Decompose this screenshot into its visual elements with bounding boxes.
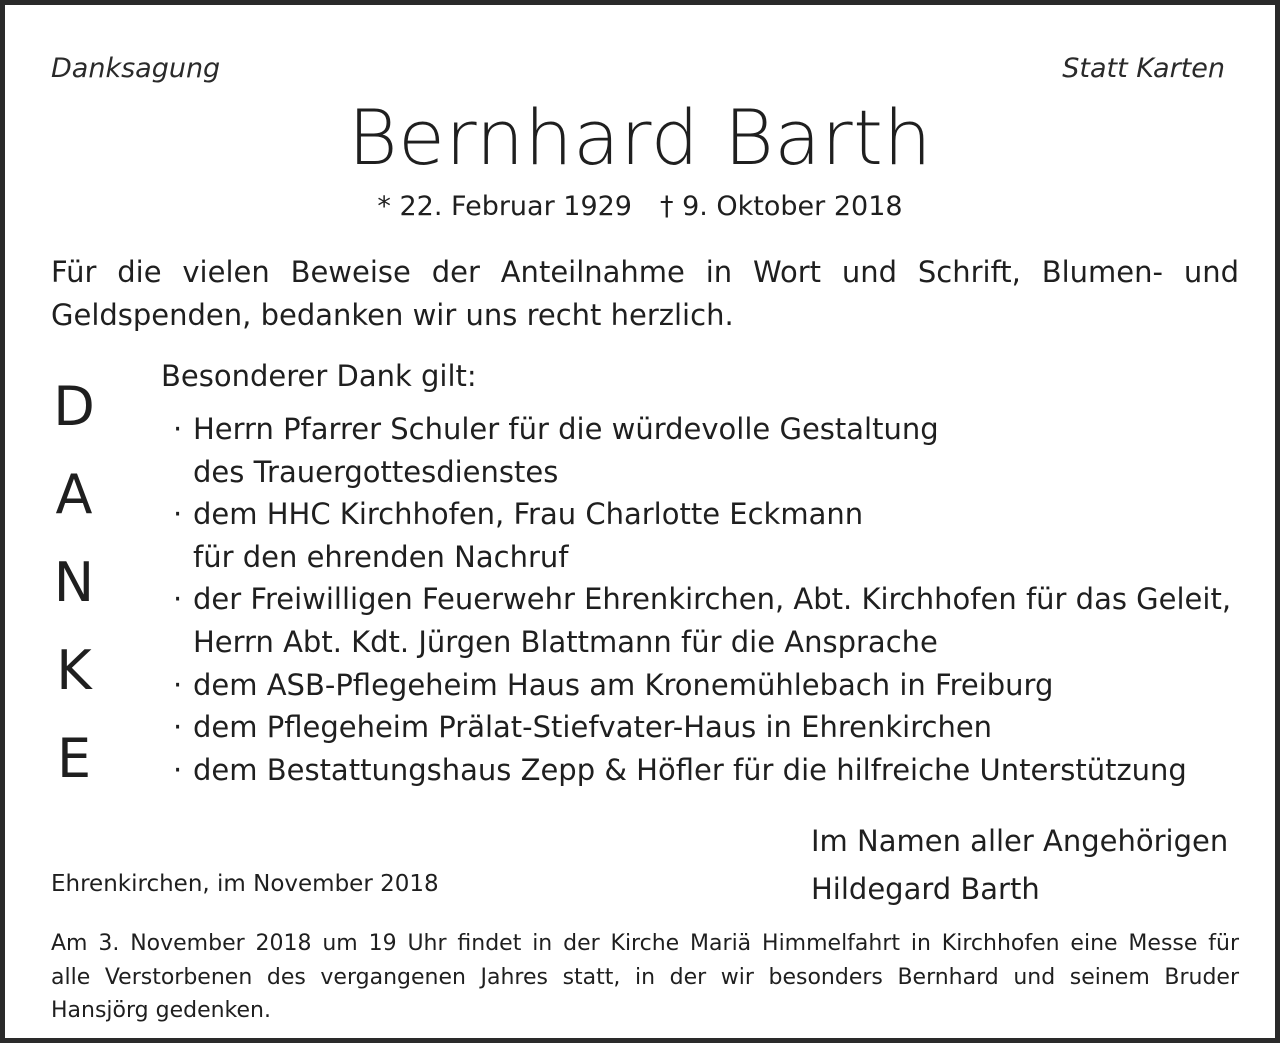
birth-date: * 22. Februar 1929 bbox=[377, 191, 632, 222]
signature-line-1: Im Namen aller Angehörigen bbox=[811, 824, 1229, 858]
bullet-dot: · bbox=[173, 752, 183, 787]
bullet-dot: · bbox=[173, 497, 183, 532]
intro-line-2: Geldspenden, bedanken wir uns recht herzlich. bbox=[51, 298, 734, 332]
intro-paragraph bbox=[51, 251, 1239, 337]
list-item-line: dem Pflegeheim Prälat-Stiefvater-Haus in Ehrenkirchen bbox=[193, 710, 993, 745]
deceased-name: Bernhard Barth bbox=[347, 93, 933, 182]
header-statt-karten: Statt Karten bbox=[1062, 53, 1225, 84]
mass-notice-line-2: alle Verstorbenen des vergangenen Jahres statt, in der wir besonders Bernhard und seinem Bruder bbox=[51, 964, 1239, 990]
list-item-line: der Freiwilligen Feuerwehr Ehrenkirchen, Abt. Kirchhofen für das Geleit, bbox=[193, 582, 1232, 617]
thanks-list bbox=[165, 408, 1231, 791]
list-item bbox=[165, 706, 1231, 749]
danke-vertical-word bbox=[49, 363, 99, 803]
danke-letter: D bbox=[53, 375, 95, 438]
bullet-dot: · bbox=[173, 710, 183, 745]
signature-block bbox=[811, 817, 1228, 913]
danke-letter: K bbox=[56, 639, 92, 702]
list-item bbox=[165, 408, 1231, 493]
mass-notice-line-1: Am 3. November 2018 um 19 Uhr findet in der Kirche Mariä Himmelfahrt in Kirchhofen eine Messe für bbox=[51, 931, 1239, 956]
list-item bbox=[165, 493, 1231, 578]
list-item-line: dem HHC Kirchhofen, Frau Charlotte Eckmann bbox=[193, 497, 864, 532]
list-item bbox=[165, 578, 1231, 663]
list-item bbox=[165, 749, 1231, 792]
danke-letter: E bbox=[56, 727, 92, 790]
header-danksagung: Danksagung bbox=[51, 53, 221, 84]
bullet-dot: · bbox=[173, 667, 183, 702]
list-item-line: des Trauergottesdienstes bbox=[193, 454, 559, 489]
list-item-line: für den ehrenden Nachruf bbox=[193, 539, 569, 574]
mass-notice bbox=[51, 927, 1239, 1028]
bullet-dot: · bbox=[173, 412, 183, 446]
mass-notice-line-3: Hansjörg gedenken. bbox=[51, 998, 271, 1023]
danke-letter: N bbox=[53, 551, 95, 614]
list-item bbox=[165, 664, 1231, 707]
place-and-date: Ehrenkirchen, im November 2018 bbox=[51, 871, 439, 897]
life-dates bbox=[5, 191, 1275, 222]
list-item-line: Herrn Abt. Kdt. Jürgen Blattmann für die Ansprache bbox=[193, 624, 938, 659]
intro-line-1: Für die vielen Beweise der Anteilnahme in Wort und Schrift, Blumen- und bbox=[51, 255, 1239, 289]
danke-letter: A bbox=[55, 463, 93, 526]
bullet-dot: · bbox=[173, 582, 183, 617]
list-item-line: Herrn Pfarrer Schuler für die würdevolle Gestaltung bbox=[193, 412, 939, 446]
signature-name: Hildegard Barth bbox=[811, 872, 1040, 906]
list-item-line: dem Bestattungshaus Zepp & Höfler für die hilfreiche Unterstützung bbox=[193, 752, 1187, 787]
death-date: † 9. Oktober 2018 bbox=[659, 191, 903, 222]
thanks-heading: Besonderer Dank gilt: bbox=[161, 359, 477, 393]
list-item-line: dem ASB-Pflegeheim Haus am Kronemühlebach in Freiburg bbox=[193, 667, 1054, 702]
